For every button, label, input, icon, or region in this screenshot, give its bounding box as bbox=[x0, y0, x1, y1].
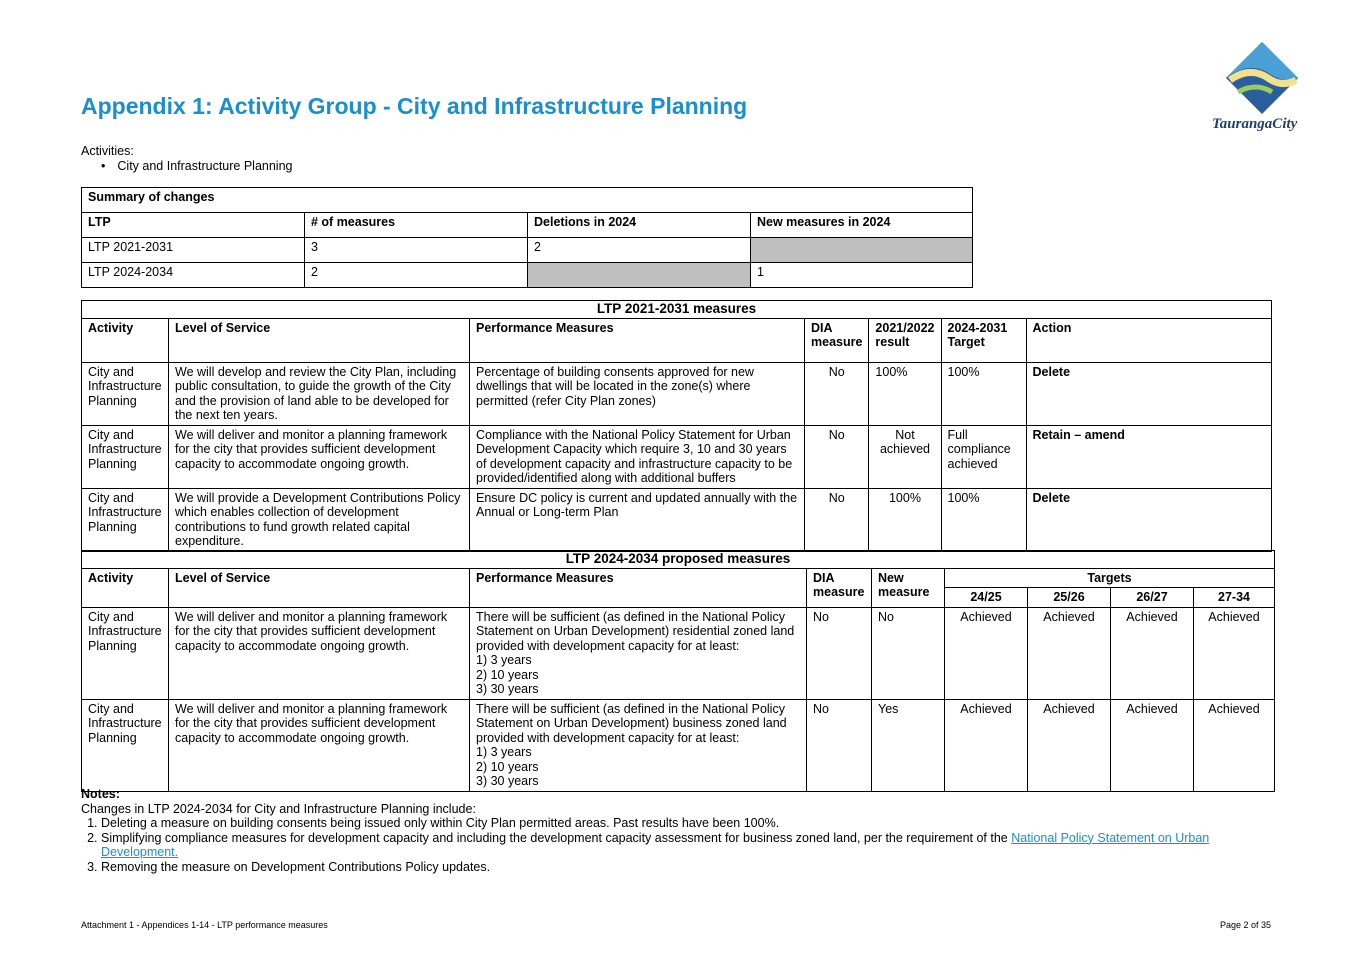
col-performance-measures: Performance Measures bbox=[470, 318, 805, 362]
col-new-measure: New measure bbox=[872, 568, 945, 607]
summary-caption: Summary of changes bbox=[82, 188, 973, 213]
col-target: 2024-2031 Target bbox=[941, 318, 1026, 362]
activity-item: • City and Infrastructure Planning bbox=[101, 159, 292, 173]
cell-target: Achieved bbox=[945, 699, 1028, 791]
table-row bbox=[82, 607, 1275, 699]
cell-result: 100% bbox=[869, 362, 941, 425]
cell-target: Achieved bbox=[1194, 607, 1275, 699]
cell-target: Achieved bbox=[945, 607, 1028, 699]
footer-page-number: Page 2 of 35 bbox=[1219, 920, 1271, 930]
activities-list bbox=[101, 159, 292, 173]
summary-cell: LTP 2024-2034 bbox=[82, 263, 305, 288]
col-result: 2021/2022 result bbox=[869, 318, 941, 362]
table-row bbox=[82, 488, 1272, 551]
cell-action: Retain – amend bbox=[1026, 425, 1271, 488]
summary-header-measures: # of measures bbox=[305, 213, 528, 238]
table-row bbox=[82, 238, 973, 263]
activities-label: Activities: bbox=[81, 144, 134, 158]
notes-list bbox=[81, 816, 1271, 874]
note-item: 1. Deleting a measure on building consents being issued only within City Plan permitted areas. Past results have been 100%. bbox=[101, 816, 1271, 831]
summary-cell-shaded bbox=[751, 238, 973, 263]
pm-line: There will be sufficient (as defined in the National Policy Statement on Urban Development) residential zoned land provided with development capacity for at least: bbox=[476, 609, 795, 653]
footer-attachment-label: Attachment 1 - Appendices 1-14 - LTP performance measures bbox=[81, 920, 328, 930]
table-row bbox=[82, 362, 1272, 425]
pm-line: 2) 10 years bbox=[476, 759, 539, 774]
cell-target: Achieved bbox=[1194, 699, 1275, 791]
summary-cell: 2 bbox=[528, 238, 751, 263]
col-target-year: 25/26 bbox=[1028, 588, 1111, 608]
pm-line: There will be sufficient (as defined in the National Policy Statement on Urban Development) business zoned land provided with development capacity for at least: bbox=[476, 701, 787, 745]
cell-los: We will develop and review the City Plan, including public consultation, to guide the growth of the City and the provision of land able to be developed for the next ten years. bbox=[169, 362, 470, 425]
cell-pm: Percentage of building consents approved for new dwellings that will be located in the zone(s) where permitted (refer City Plan zones) bbox=[470, 362, 805, 425]
summary-header-ltp: LTP bbox=[82, 213, 305, 238]
pm-line: 1) 3 years bbox=[476, 745, 532, 759]
col-level-of-service: Level of Service bbox=[169, 568, 470, 607]
cell-target: Achieved bbox=[1028, 607, 1111, 699]
cell-dia: No bbox=[805, 425, 869, 488]
cell-los: We will deliver and monitor a planning framework for the city that provides sufficient development capacity to accommodate ongoing growth. bbox=[169, 607, 470, 699]
summary-cell: 2 bbox=[305, 263, 528, 288]
col-performance-measures: Performance Measures bbox=[470, 568, 807, 607]
notes-intro: Changes in LTP 2024-2034 for City and Infrastructure Planning include: bbox=[81, 801, 476, 816]
pm-line: 1) 3 years bbox=[476, 653, 532, 667]
summary-cell: 3 bbox=[305, 238, 528, 263]
table-row bbox=[82, 699, 1275, 791]
cell-target: 100% bbox=[941, 362, 1026, 425]
cell-pm bbox=[470, 607, 807, 699]
cell-los: We will deliver and monitor a planning framework for the city that provides sufficient development capacity to accommodate ongoing growth. bbox=[169, 699, 470, 791]
ltp-2024-2034-table bbox=[81, 550, 1275, 792]
cell-activity: City and Infrastructure Planning bbox=[82, 607, 169, 699]
ltp2024-caption: LTP 2024-2034 proposed measures bbox=[82, 551, 1275, 569]
pm-line: 3) 30 years bbox=[476, 774, 539, 788]
cell-pm: Compliance with the National Policy Statement for Urban Development Capacity which require 3, 10 and 30 years of development capacity and infrastructure capacity to be provided/identified along with additional buffers bbox=[470, 425, 805, 488]
cell-target: Achieved bbox=[1111, 607, 1194, 699]
cell-activity: City and Infrastructure Planning bbox=[82, 488, 169, 551]
note-item bbox=[101, 831, 1271, 860]
logo-text: TaurangaCity bbox=[1212, 116, 1298, 132]
col-target-year: 26/27 bbox=[1111, 588, 1194, 608]
col-action: Action bbox=[1026, 318, 1271, 362]
cell-result: 100% bbox=[869, 488, 941, 551]
col-dia-measure: DIA measure bbox=[807, 568, 872, 607]
cell-target: Achieved bbox=[1028, 699, 1111, 791]
col-target-year: 24/25 bbox=[945, 588, 1028, 608]
summary-cell: LTP 2021-2031 bbox=[82, 238, 305, 263]
cell-activity: City and Infrastructure Planning bbox=[82, 699, 169, 791]
cell-new: No bbox=[872, 607, 945, 699]
col-target-year: 27-34 bbox=[1194, 588, 1275, 608]
cell-los: We will deliver and monitor a planning framework for the city that provides sufficient development capacity to accommodate ongoing growth. bbox=[169, 425, 470, 488]
cell-los: We will provide a Development Contributions Policy which enables collection of development contributions to fund growth related capital expenditure. bbox=[169, 488, 470, 551]
ltp-2021-2031-table bbox=[81, 300, 1272, 552]
note-text: Simplifying compliance measures for development capacity and including the development capacity assessment for business zoned land, per the requirement of the bbox=[101, 830, 1012, 845]
summary-table bbox=[81, 187, 973, 288]
cell-target: Full compliance achieved bbox=[941, 425, 1026, 488]
page-title: Appendix 1: Activity Group - City and Infrastructure Planning bbox=[81, 93, 748, 119]
cell-dia: No bbox=[807, 699, 872, 791]
summary-header-deletions: Deletions in 2024 bbox=[528, 213, 751, 238]
tauranga-city-logo bbox=[1210, 40, 1315, 132]
cell-activity: City and Infrastructure Planning bbox=[82, 362, 169, 425]
ltp2021-caption: LTP 2021-2031 measures bbox=[82, 301, 1272, 319]
cell-dia: No bbox=[805, 362, 869, 425]
table-row bbox=[82, 263, 973, 288]
summary-cell: 1 bbox=[751, 263, 973, 288]
cell-pm: Ensure DC policy is current and updated annually with the Annual or Long-term Plan bbox=[470, 488, 805, 551]
notes-heading: Notes: bbox=[81, 787, 120, 801]
logo-icon bbox=[1210, 40, 1315, 132]
note-item: 3. Removing the measure on Development Contributions Policy updates. bbox=[101, 860, 1271, 875]
col-dia-measure: DIA measure bbox=[805, 318, 869, 362]
pm-line: 2) 10 years bbox=[476, 667, 539, 682]
cell-activity: City and Infrastructure Planning bbox=[82, 425, 169, 488]
cell-action: Delete bbox=[1026, 362, 1271, 425]
cell-action: Delete bbox=[1026, 488, 1271, 551]
col-level-of-service: Level of Service bbox=[169, 318, 470, 362]
cell-new: Yes bbox=[872, 699, 945, 791]
table-row bbox=[82, 425, 1272, 488]
summary-header-new: New measures in 2024 bbox=[751, 213, 973, 238]
cell-target: 100% bbox=[941, 488, 1026, 551]
col-targets: Targets bbox=[945, 568, 1275, 588]
nps-urban-development-link[interactable]: National Policy Statement on Urban Development. bbox=[101, 830, 1210, 859]
cell-dia: No bbox=[805, 488, 869, 551]
col-activity: Activity bbox=[82, 318, 169, 362]
col-activity: Activity bbox=[82, 568, 169, 607]
cell-dia: No bbox=[807, 607, 872, 699]
cell-result: Not achieved bbox=[869, 425, 941, 488]
cell-pm bbox=[470, 699, 807, 791]
cell-target: Achieved bbox=[1111, 699, 1194, 791]
summary-cell-shaded bbox=[528, 263, 751, 288]
pm-line: 3) 30 years bbox=[476, 682, 539, 696]
notes-section bbox=[81, 787, 1271, 874]
